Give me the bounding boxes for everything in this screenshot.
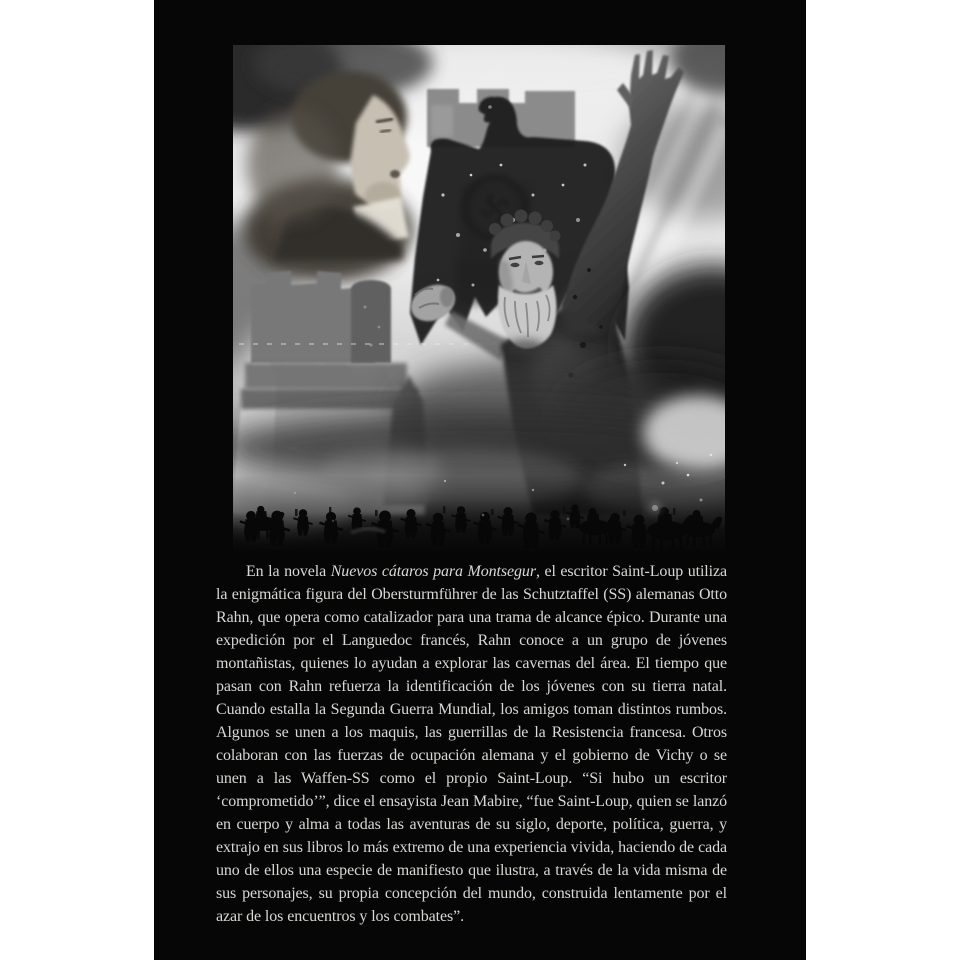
synopsis-body: , el escritor Saint-Loup utiliza la enigmática figura del Obersturmführer de las Schutztaffel (SS) alemanas Otto Rahn, que opera como catalizador para una trama de alcance épico. Durante una expedición por el Languedoc francés, Rahn conoce a un grupo de jóvenes montañistas, quienes lo ayudan a explorar las cavernas del área. El tiempo que pasan con Rahn refuerza la identificación de los jóvenes con su tierra natal. Cuando estalla la Segunda Guerra Mundial, los amigos toman distintos rumbos. Algunos se unen a los maquis, las guerrillas de la Resistencia francesa. Otros colaboran con las fuerzas de ocupación alemana y el gobierno de Vichy o se unen a las Waffen-SS como el propio Saint-Loup. “Si hubo un escritor ‘comprometido’”, dice el ensayista Jean Mabire, “fue Saint-Loup, quien se lanzó en cuerpo y alma a todas las aventuras de su siglo, deporte, política, guerra, y extrajo en sus libros lo más extremo de una experiencia vivida, haciendo de cada uno de ellos una especie de manifiesto que ilustra, a través de la vida misma de sus personajes, su propia concepción del mundo, construida lentamente por el azar de los encuentros y los combates”. [216,563,727,925]
novel-title-italic: Nuevos cátaros para Montsegur [330,563,536,580]
cover-montage-image [233,45,725,565]
book-cover-page [154,0,806,960]
synopsis-paragraph [216,560,727,928]
synopsis-lead: En la novela [246,563,331,580]
